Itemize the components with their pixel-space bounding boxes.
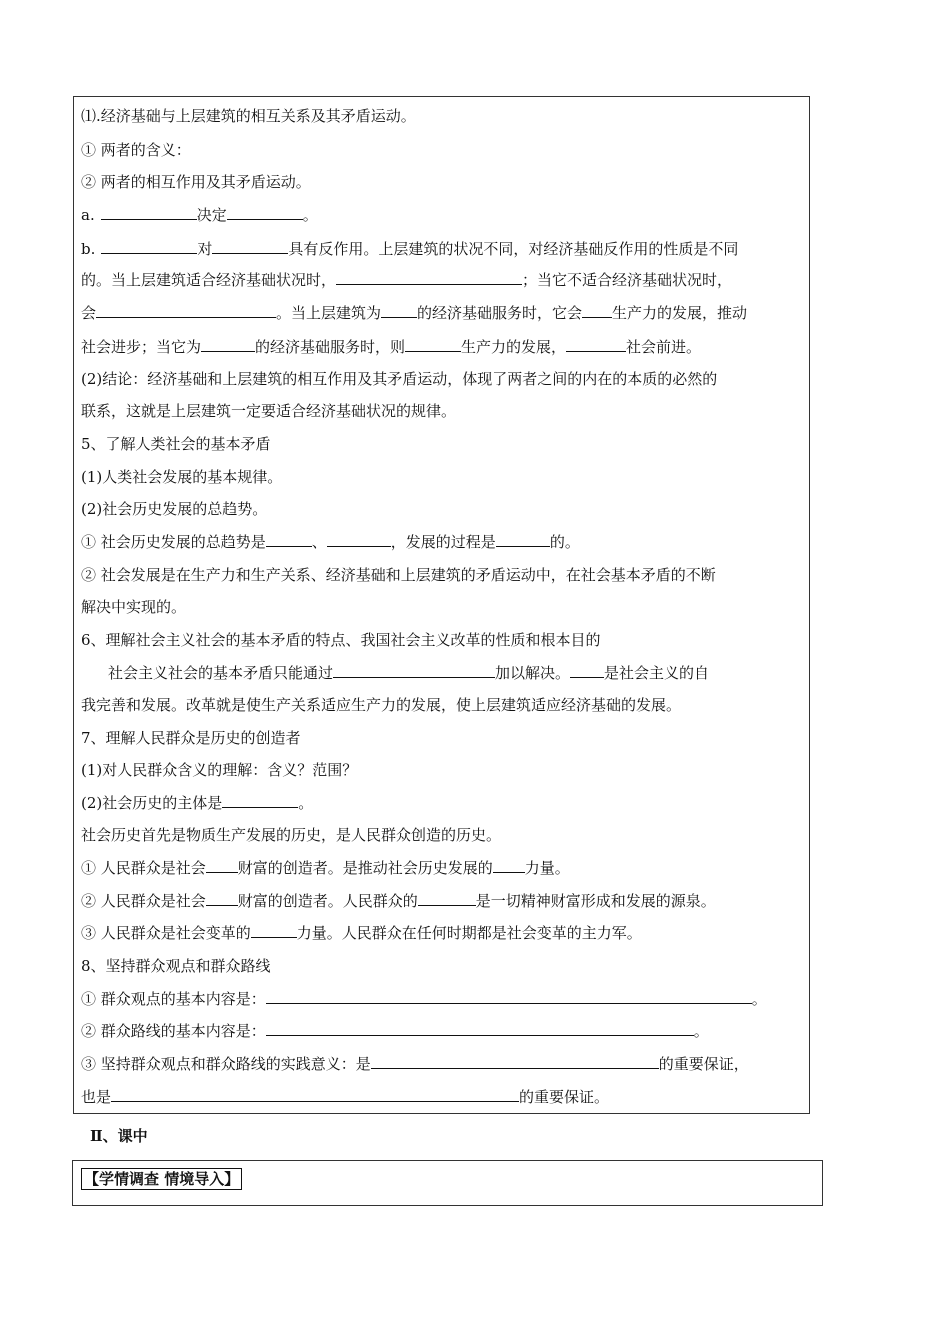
blank[interactable] <box>493 857 525 873</box>
blank[interactable] <box>566 336 626 352</box>
line-10: 联系，这就是上层建筑一定要适合经济基础状况的规律。 <box>81 402 457 420</box>
line-20: 7、理解人民群众是历史的创造者 <box>81 729 301 747</box>
blank[interactable] <box>570 662 604 678</box>
line-21: (1)对人民群众含义的理解：含义？范围？ <box>81 761 358 779</box>
line-23: 社会历史首先是物质生产发展的历史，是人民群众创造的历史。 <box>81 826 502 844</box>
blank[interactable] <box>405 336 461 352</box>
blank[interactable] <box>101 204 197 220</box>
blank[interactable] <box>371 1053 659 1069</box>
blank[interactable] <box>251 922 297 938</box>
blank[interactable] <box>206 890 238 906</box>
line-29: ② 群众路线的基本内容是： 。 <box>81 1022 709 1040</box>
line-3: ② 两者的相互作用及其矛盾运动。 <box>81 173 311 191</box>
line-22: (2)社会历史的主体是 。 <box>81 794 314 812</box>
blank[interactable] <box>266 988 752 1004</box>
blank[interactable] <box>206 857 238 873</box>
line-5: b. 对 具有反作用。上层建筑的状况不同，对经济基础反作用的性质是不同 <box>81 240 739 258</box>
line-14: ① 社会历史发展的总趋势是 、 ，发展的过程是 的。 <box>81 533 580 551</box>
line-31: 也是 的重要保证。 <box>81 1088 610 1106</box>
line-17: 6、理解社会主义社会的基本矛盾的特点、我国社会主义改革的性质和根本目的 <box>81 631 601 649</box>
line-6: 的。当上层建筑适合经济基础状况时， ；当它不适合经济基础状况时， <box>81 271 733 289</box>
line-18: 社会主义社会的基本矛盾只能通过 加以解决。 是社会主义的自 <box>108 664 710 682</box>
line-2: ① 两者的含义： <box>81 141 191 159</box>
blank[interactable] <box>418 890 476 906</box>
blank[interactable] <box>266 1020 694 1036</box>
blank[interactable] <box>101 238 197 254</box>
line-30: ③ 坚持群众观点和群众路线的实践意义：是 的重要保证， <box>81 1055 749 1073</box>
line-8: 社会进步；当它为 的经济基础服务时，则 生产力的发展， 社会前进。 <box>81 338 702 356</box>
line-12: (1)人类社会发展的基本规律。 <box>81 468 283 486</box>
blank[interactable] <box>227 204 303 220</box>
blank[interactable] <box>266 531 312 547</box>
line-25: ② 人民群众是社会 财富的创造者。人民群众的 是一切精神财富形成和发展的源泉。 <box>81 892 716 910</box>
line-7: 会 。当上层建筑为 的经济基础服务时，它会 生产力的发展，推动 <box>81 304 748 322</box>
blank[interactable] <box>381 302 417 318</box>
line-9: (2)结论：经济基础和上层建筑的相互作用及其矛盾运动，体现了两者之间的内在的本质的必然的 <box>81 370 718 388</box>
section-box <box>72 1160 823 1206</box>
blank[interactable] <box>582 302 612 318</box>
line-16: 解决中实现的。 <box>81 598 187 616</box>
blank[interactable] <box>333 662 495 678</box>
line-26: ③ 人民群众是社会变革的 力量。人民群众在任何时期都是社会变革的主力军。 <box>81 924 642 942</box>
blank[interactable] <box>222 792 298 808</box>
blank[interactable] <box>96 302 276 318</box>
line-4: a. 决定 。 <box>81 206 318 224</box>
line-27: 8、坚持群众观点和群众路线 <box>81 957 271 975</box>
blank[interactable] <box>496 531 550 547</box>
line-24: ① 人民群众是社会 财富的创造者。是推动社会历史发展的 力量。 <box>81 859 570 877</box>
line-15: ② 社会发展是在生产力和生产关系、经济基础和上层建筑的矛盾运动中，在社会基本矛盾的不断 <box>81 566 716 584</box>
blank[interactable] <box>201 336 255 352</box>
line-11: 5、了解人类社会的基本矛盾 <box>81 435 271 453</box>
section-box-tag: 【学情调查 情境导入】 <box>81 1168 242 1190</box>
line-19: 我完善和发展。改革就是使生产关系适应生产力的发展，使上层建筑适应经济基础的发展。 <box>81 696 682 714</box>
line-1: ⑴.经济基础与上层建筑的相互关系及其矛盾运动。 <box>81 107 416 125</box>
section-heading: Ⅱ、课中 <box>90 1127 148 1145</box>
blank[interactable] <box>327 531 391 547</box>
blank[interactable] <box>212 238 288 254</box>
line-13: (2)社会历史发展的总趋势。 <box>81 500 268 518</box>
blank[interactable] <box>336 269 522 285</box>
line-28: ① 群众观点的基本内容是： 。 <box>81 990 767 1008</box>
blank[interactable] <box>111 1086 519 1102</box>
